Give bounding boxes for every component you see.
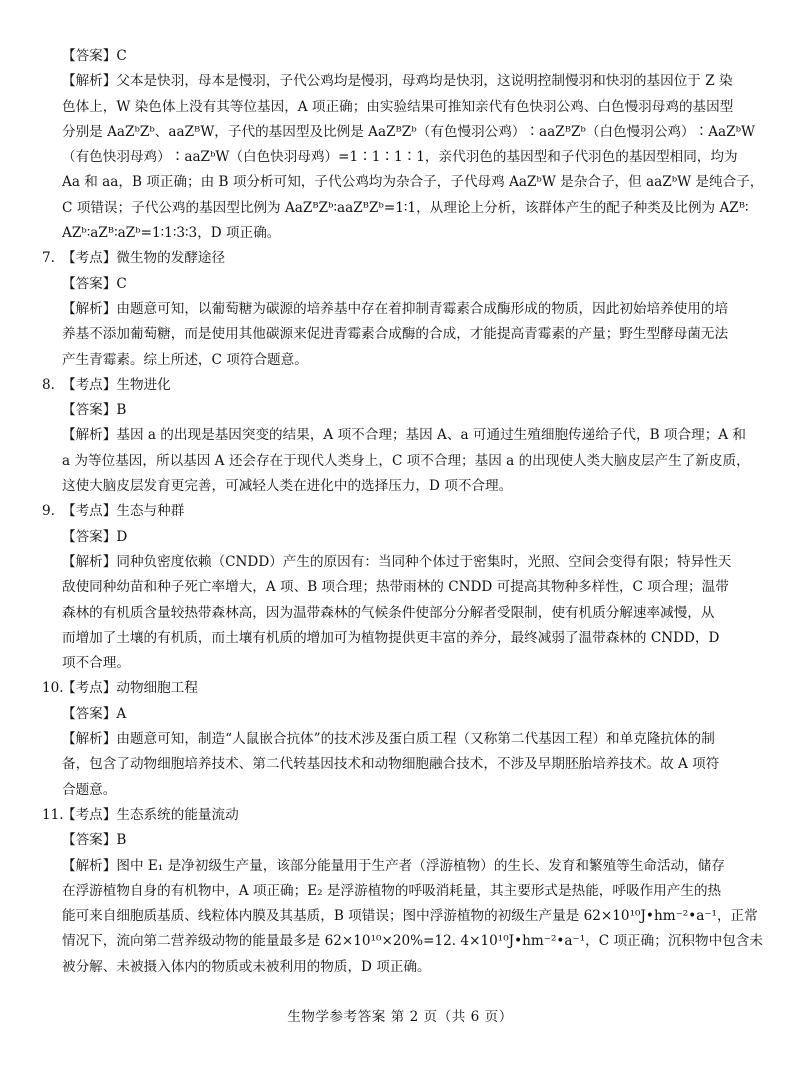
line-text: C 项错误；子代公鸡的基因型比例为 AaZᴮZᵇ∶aaZᴮZᵇ=1∶1，从理论上分析，该群体产生的配子种类及比例为 AZᴮ∶ — [62, 199, 749, 216]
text-line — [62, 778, 750, 803]
line-text: 【答案】A — [62, 705, 127, 722]
line-text: 敌使同种幼苗和种子死亡率增大，A 项、B 项合理；热带雨林的 CNDD 可提高其物种多样性，C 项合理；温带 — [62, 579, 729, 596]
text-line — [62, 449, 750, 474]
line-text: 【答案】B — [62, 832, 127, 849]
text-line — [62, 297, 750, 322]
line-text: 【解析】由题意可知，制造“人鼠嵌合抗体”的技术涉及蛋白质工程（又称第二代基因工程）和单克隆抗体的制 — [62, 731, 715, 748]
page-footer: 生物学参考答案 第 2 页（共 6 页） — [287, 1009, 513, 1025]
text-line — [62, 854, 750, 879]
line-text: 【解析】图中 E₁ 是净初级生产量，该部分能量用于生产者（浮游植物）的生长、发育和繁殖等生命活动，储存 — [62, 857, 725, 874]
line-text: 【解析】父本是快羽，母本是慢羽，子代公鸡均是慢羽，母鸡均是快羽，这说明控制慢羽和快羽的基因位于 Z 染 — [62, 73, 733, 90]
text-line — [62, 702, 750, 727]
line-text: 在浮游植物自身的有机物中，A 项正确；E₂ 是浮游植物的呼吸消耗量，其主要形式是热能，呼吸作用产生的热 — [62, 882, 722, 899]
text-line — [62, 550, 750, 575]
text-line — [62, 879, 750, 904]
text-line — [62, 752, 750, 777]
line-text: 【解析】由题意可知，以葡萄糖为碳源的培养基中存在着抑制青霉素合成酶形成的物质，因此初始培养使用的培 — [62, 300, 729, 317]
question-number: 9. — [42, 503, 55, 520]
line-text: 合题意。 — [62, 781, 117, 798]
text-line — [62, 423, 750, 448]
text-line — [62, 727, 750, 752]
question-number: 11. — [42, 806, 64, 823]
text-line — [42, 803, 750, 828]
text-line — [62, 322, 750, 347]
text-line — [42, 499, 750, 524]
line-text: 情况下，流向第二营养级动物的能量最多是 62×10¹⁰×20%=12. 4×10¹⁰J•hm⁻²•a⁻¹，C 项正确；沉积物中包含未 — [62, 933, 763, 950]
line-text: a 为等位基因，所以基因 A 还会存在于现代人类身上，C 项不合理；基因 a 的出现使人类大脑皮层产生了新皮质， — [62, 452, 750, 469]
line-text: 色体上，W 染色体上没有其等位基因，A 项正确；由实验结果可推知亲代有色快羽公鸡、白色慢羽母鸡的基因型 — [62, 98, 734, 115]
text-line — [62, 929, 763, 954]
text-line — [62, 196, 750, 221]
text-line — [62, 828, 750, 853]
line-text: 【考点】微生物的发酵途径 — [62, 250, 226, 267]
line-text: 项不合理。 — [62, 655, 130, 672]
line-text: 【考点】生物进化 — [62, 376, 171, 393]
line-text: 【解析】基因 a 的出现是基因突变的结果，A 项不合理；基因 A、a 可通过生殖细胞传递给子代，B 项合理；A 和 — [62, 427, 747, 444]
text-line — [62, 601, 750, 626]
text-line — [62, 120, 755, 145]
line-text: 被分解、未被摄入体内的物质或未被利用的物质，D 项正确。 — [62, 958, 431, 975]
line-text: 【考点】生态与种群 — [62, 503, 185, 520]
text-line — [62, 955, 750, 980]
question-number: 8. — [42, 376, 55, 393]
line-text: 森林的有机质含量较热带森林高，因为温带森林的气候条件使部分分解者受限制，使有机质分解速率减慢，从 — [62, 604, 715, 621]
text-line — [62, 170, 764, 195]
text-line — [62, 398, 750, 423]
text-line — [62, 69, 750, 94]
line-text: 能可来自细胞质基质、线粒体内膜及其基质，B 项错误；图中浮游植物的初级生产量是 62×10¹⁰J•hm⁻²•a⁻¹，正常 — [62, 908, 758, 925]
line-text: 养基不添加葡萄糖，而是使用其他碳源来促进青霉素合成酶的合成，才能提高青霉素的产量；野生型酵母菌无法 — [62, 326, 729, 343]
line-text: 备，包含了动物细胞培养技术、第二代转基因技术和动物细胞融合技术，不涉及早期胚胎培养技术。故 A 项符 — [62, 756, 720, 773]
text-line — [62, 221, 750, 246]
line-text: 分别是 AaZᵇZᵇ、aaZᴮW，子代的基因型及比例是 AaZᴮZᵇ（有色慢羽公鸡）∶aaZᴮZᵇ（白色慢羽公鸡）∶AaZᵇW — [62, 123, 755, 140]
line-text: 【答案】D — [62, 528, 128, 545]
line-text: 【解析】同种负密度依赖（CNDD）产生的原因有：当同种个体过于密集时，光照、空间会变得有限；特异性天 — [62, 553, 732, 570]
question-number: 7. — [42, 250, 55, 267]
line-text: 【考点】生态系统的能量流动 — [62, 806, 239, 823]
text-line — [62, 44, 750, 69]
text-line — [62, 95, 750, 120]
text-line — [62, 474, 750, 499]
line-text: 而增加了土壤的有机质，而土壤有机质的增加可为植物提供更丰富的养分，最终减弱了温带森林的 CNDD，D — [62, 629, 720, 646]
text-line — [62, 904, 758, 929]
line-text: 这使大脑皮层发育更完善，可减轻人类在进化中的选择压力，D 项不合理。 — [62, 478, 513, 495]
line-text: 【考点】动物细胞工程 — [62, 680, 198, 697]
line-text: 产生青霉素。综上所述，C 项符合题意。 — [62, 351, 308, 368]
text-line — [62, 626, 750, 651]
text-line — [42, 676, 750, 701]
question-number: 10. — [42, 680, 64, 697]
text-line — [62, 575, 750, 600]
line-text: 【答案】C — [62, 275, 127, 292]
text-line — [42, 246, 750, 271]
text-line — [62, 145, 750, 170]
text-line — [62, 651, 750, 676]
answer-text-body — [42, 44, 764, 980]
text-line — [62, 525, 750, 550]
line-text: Aa 和 aa，B 项正确；由 B 项分析可知，子代公鸡均为杂合子，子代母鸡 AaZᵇW 是杂合子，但 aaZᵇW 是纯合子， — [62, 174, 764, 191]
line-text: 【答案】C — [62, 48, 127, 64]
line-text: AZᵇ∶aZᴮ∶aZᵇ=1∶1∶3∶3，D 项正确。 — [62, 225, 281, 242]
line-text: 【答案】B — [62, 402, 127, 419]
text-line — [62, 272, 750, 297]
text-line — [42, 373, 750, 398]
line-text: （有色快羽母鸡）∶aaZᵇW（白色快羽母鸡）=1∶1∶1∶1，亲代羽色的基因型和子代羽色的基因型相同，均为 — [62, 149, 738, 166]
text-line — [62, 348, 750, 373]
